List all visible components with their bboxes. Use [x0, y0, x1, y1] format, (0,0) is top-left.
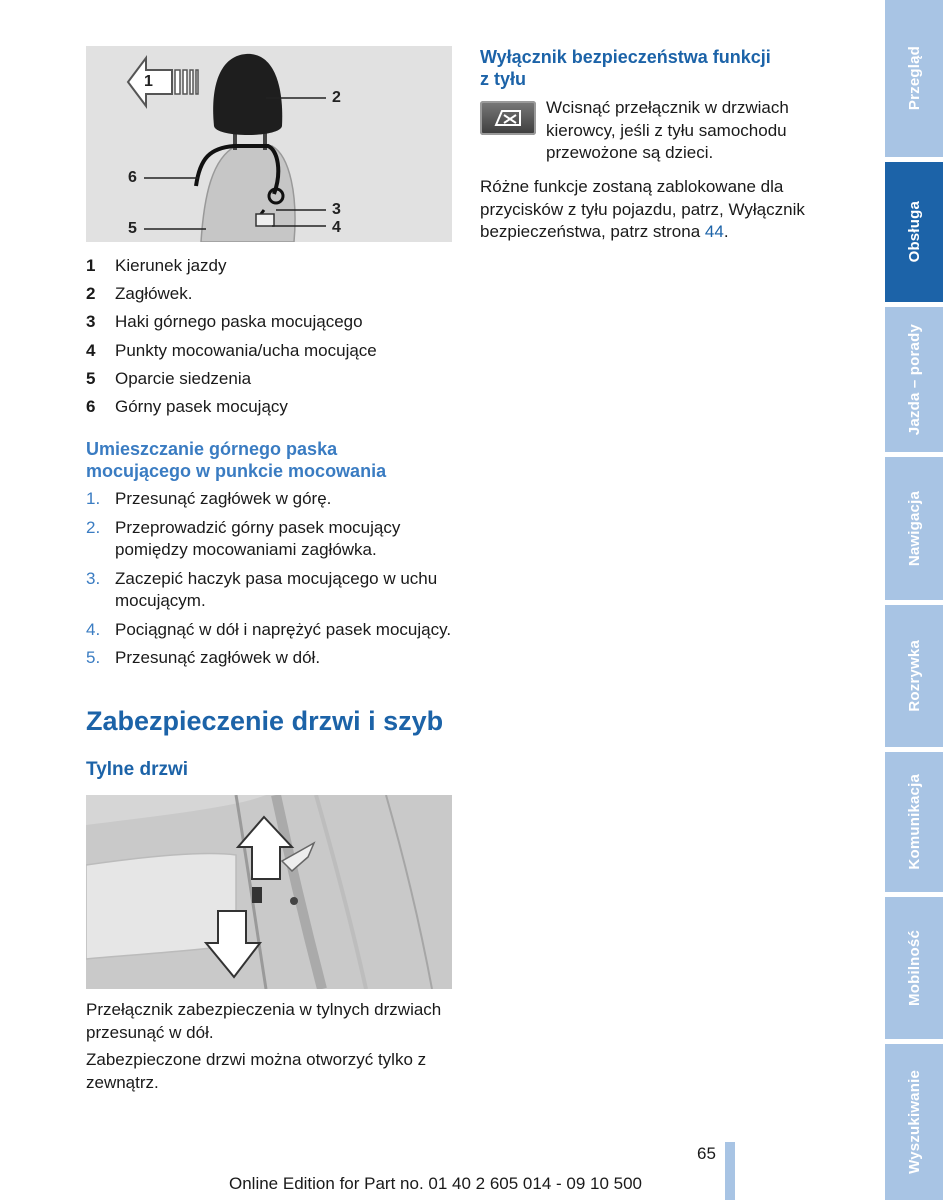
- safety-switch-paragraph-2-text: Różne funkcje zostaną zablokowane dla przycisków z tyłu pojazdu, patrz, Wyłącznik bezpieczeństwa, patrz strona: [480, 177, 805, 241]
- tab-label: Mobilność: [905, 930, 923, 1006]
- doors-paragraph-1: Przełącznik zabezpieczenia w tylnych drzwiach przesunąć w dół.: [86, 1000, 442, 1042]
- callout-5: 5: [128, 220, 137, 237]
- safety-switch-heading-line2: z tyłu: [480, 69, 527, 89]
- mount-steps: [86, 488, 458, 676]
- tab-label: Komunikacja: [905, 774, 923, 870]
- legend-number: 6: [86, 397, 96, 417]
- legend-text: Górny pasek mocujący: [115, 397, 288, 417]
- callout-1: 1: [144, 73, 153, 90]
- mount-heading-line2: mocującego w punkcie mocowania: [86, 461, 387, 481]
- tab-rozrywka[interactable]: [885, 605, 943, 747]
- step-number: 4.: [86, 619, 101, 639]
- mount-heading: [86, 438, 386, 482]
- legend-number: 2: [86, 284, 96, 304]
- footer-edition: Online Edition for Part no. 01 40 2 605 014 - 09 10 500: [229, 1174, 643, 1193]
- callout-3: 3: [332, 201, 341, 218]
- tab-nawigacja[interactable]: [885, 457, 943, 600]
- step-number: 1.: [86, 489, 101, 508]
- child-lock-switch-shape: [252, 887, 262, 903]
- safety-switch-heading-line1: Wyłącznik bezpieczeństwa funkcji: [480, 47, 771, 67]
- tab-label: Rozrywka: [905, 640, 923, 712]
- step-item: [86, 488, 458, 511]
- step-text: Przeprowadzić górny pasek mocujący pomiędzy mocowaniami zagłówka.: [115, 517, 401, 559]
- legend-text: Kierunek jazdy: [115, 256, 227, 275]
- seat-illustration: [86, 46, 452, 242]
- legend-item: [86, 252, 456, 280]
- doors-heading: Zabezpieczenie drzwi i szyb: [86, 706, 444, 736]
- tab-komunikacja[interactable]: [885, 752, 943, 892]
- tab-label: Przegląd: [905, 46, 923, 111]
- tab-mobilnosc[interactable]: [885, 897, 943, 1039]
- seat-figure: [86, 46, 452, 242]
- legend-text: Punkty mocowania/ucha mocujące: [115, 340, 377, 360]
- safety-switch-paragraph-1: Wcisnąć przełącznik w drzwiach kierowcy, jeśli z tyłu samochodu przewożone są dzieci.: [546, 98, 789, 162]
- step-text: Pociągnąć w dół i naprężyć pasek mocujący.: [115, 619, 452, 639]
- step-text: Przesunąć zagłówek w górę.: [115, 489, 332, 508]
- tab-label: Obsługa: [905, 201, 923, 263]
- step-number: 5.: [86, 648, 101, 667]
- tab-label: Jazda – porady: [905, 323, 923, 436]
- step-item: [86, 619, 458, 642]
- seat-back-shape: [201, 146, 295, 242]
- safety-switch-heading: [480, 46, 771, 90]
- legend-item: [86, 308, 456, 336]
- legend-text: Zagłówek.: [115, 284, 193, 304]
- door-figure: [86, 795, 452, 989]
- mount-heading-line1: Umieszczanie górnego paska: [86, 439, 338, 459]
- tab-obsluga[interactable]: [885, 162, 943, 302]
- safety-switch-paragraph-2: [480, 176, 846, 244]
- door-illustration: [86, 795, 452, 989]
- step-number: 3.: [86, 568, 101, 588]
- step-number: 2.: [86, 517, 101, 537]
- page-reference-link[interactable]: 44: [704, 222, 724, 241]
- step-item: [86, 517, 458, 562]
- legend-item: [86, 393, 456, 421]
- legend-item: [86, 280, 456, 308]
- page-number-bar: [725, 1142, 735, 1200]
- legend-text: Haki górnego paska mocującego: [115, 312, 363, 332]
- headrest-shape: [213, 54, 282, 135]
- step-text: Zaczepić haczyk pasa mocującego w uchu mocującym.: [115, 568, 438, 610]
- legend-number: 4: [86, 340, 96, 360]
- safety-switch-paragraph-1-wrap: [546, 97, 842, 165]
- tab-wyszukiwanie[interactable]: [885, 1044, 943, 1200]
- step-item: [86, 647, 458, 670]
- callout-4: 4: [332, 219, 341, 236]
- callout-6: 6: [128, 169, 137, 186]
- callout-2: 2: [332, 89, 341, 106]
- rear-doors-heading: Tylne drzwi: [86, 759, 189, 780]
- legend-number: 1: [86, 256, 96, 275]
- page-number: 65: [697, 1144, 716, 1163]
- legend-item: [86, 365, 456, 393]
- safety-switch-paragraph-2-end: .: [723, 222, 729, 241]
- tab-label: Nawigacja: [905, 490, 923, 567]
- figure-legend: [86, 252, 456, 421]
- tab-przeglad[interactable]: [885, 0, 943, 157]
- legend-text: Oparcie siedzenia: [115, 368, 252, 388]
- legend-item: [86, 337, 456, 365]
- legend-number: 3: [86, 312, 96, 332]
- tab-label: Wyszukiwanie: [905, 1070, 923, 1174]
- step-item: [86, 568, 458, 613]
- step-text: Przesunąć zagłówek w dół.: [115, 648, 321, 667]
- doors-paragraph-2: Zabezpieczone drzwi można otworzyć tylko z zewnątrz.: [86, 1050, 427, 1092]
- tab-jazda-porady[interactable]: [885, 307, 943, 452]
- legend-number: 5: [86, 368, 96, 388]
- window-lock-button-icon: [480, 101, 536, 135]
